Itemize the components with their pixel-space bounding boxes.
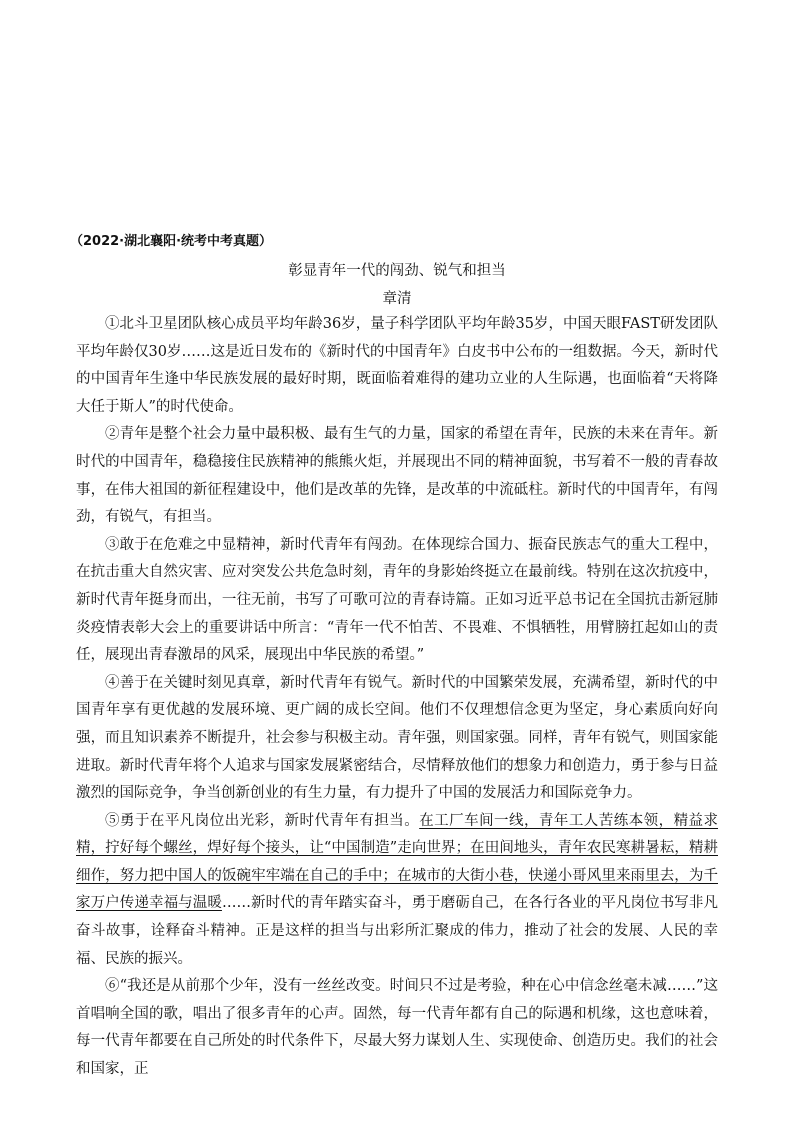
paragraph-4: ④善于在关键时刻见真章，新时代青年有锐气。新时代的中国繁荣发展，充满希望，新时代的中国青年享有更优越的发展环境、更广阔的成长空间。他们不仅理想信念更为坚定，身心素质向好向强，而且知识素养不断提升，社会参与积极主动。青年强，则国家强。同样，青年有锐气，则国家能进取。新时代青年将个人追求与国家发展紧密结合，尽情释放他们的想象力和创造力，勇于参与日益激烈的国际竞争，争当创新创业的有生力量，有力提升了中国的发展活力和国际竞争力。 — [76, 674, 718, 802]
paragraph-6: ⑥“我还是从前那个少年，没有一丝丝改变。时间只不过是考验，种在心中信念丝毫未减……”这首唱响全国的歌，唱出了很多青年的心声。固然，每一代青年都有自己的际遇和机缘，这也意味着，每一代青年都要在自己所处的时代条件下，尽最大努力谋划人生、实现使命、创造历史。我们的社会和国家，正 — [76, 978, 718, 1078]
paragraph-3: ③敢于在危难之中显精神，新时代青年有闯劲。在体现综合国力、振奋民族志气的重大工程中，在抗击重大自然灾害、应对突发公共危急时刻，青年的身影始终挺立在最前线。特别在这次抗疫中，新时代青年挺身而出，一往无前，书写了可歌可泣的青春诗篇。正如习近平总书记在全国抗击新冠肺炎疫情表彰大会上的重要讲话中所言：“青年一代不怕苦、不畏难、不惧牺牲，用臂膀扛起如山的责任，展现出青春激昂的风采，展现出中华民族的希望。” — [76, 536, 718, 664]
exam-source: （2022·湖北襄阳·统考中考真题） — [70, 234, 273, 249]
article-title: 彰显青年一代的闯劲、锐气和担当 — [288, 263, 506, 279]
paragraph-1: ①北斗卫星团队核心成员平均年龄36岁，量子科学团队平均年龄35岁，中国天眼FAST研发团队平均年龄仅30岁……这是近日发布的《新时代的中国青年》白皮书中公布的一组数据。今天，新时代的中国青年生逢中华民族发展的最好时期，既面临着难得的建功立业的人生际遇，也面临着“天将降大任于斯人”的时代使命。 — [76, 316, 718, 415]
paragraph-5 — [76, 808, 718, 974]
paragraph-5-lead: ⑤勇于在平凡岗位出光彩，新时代青年有担当。 — [105, 812, 420, 829]
paragraph-5-underlined: 在工厂车间一线，青年工人苦练本领，精益求精，拧好每个螺丝，焊好每个接头，让“中国制造”走向世界；在田间地头，青年农民寒耕暑耘，精耕细作，努力把中国人的饭碗牢牢端在自己的手中；在城市的大街小巷，快递小哥风里来雨里去，为千家万户传递幸福与温暖 — [76, 812, 719, 912]
article-body — [76, 311, 718, 1084]
paragraph-5-rest: ……新时代的青年踏实奋斗，勇于磨砺自己，在各行各业的平凡岗位书写非凡奋斗故事，诠释奋斗精神。正是这样的担当与出彩所汇聚成的伟力，推动了社会的发展、人民的幸福、民族的振兴。 — [76, 895, 718, 967]
paragraph-2: ②青年是整个社会力量中最积极、最有生气的力量，国家的希望在青年，民族的未来在青年。新时代的中国青年，稳稳接住民族精神的熊熊火炬，并展现出不同的精神面貌，书写着不一般的青春故事，在伟大祖国的新征程建设中，他们是改革的先锋，是改革的中流砥柱。新时代的中国青年，有闯劲，有锐气，有担当。 — [76, 426, 718, 526]
article-author: 章清 — [382, 291, 412, 307]
